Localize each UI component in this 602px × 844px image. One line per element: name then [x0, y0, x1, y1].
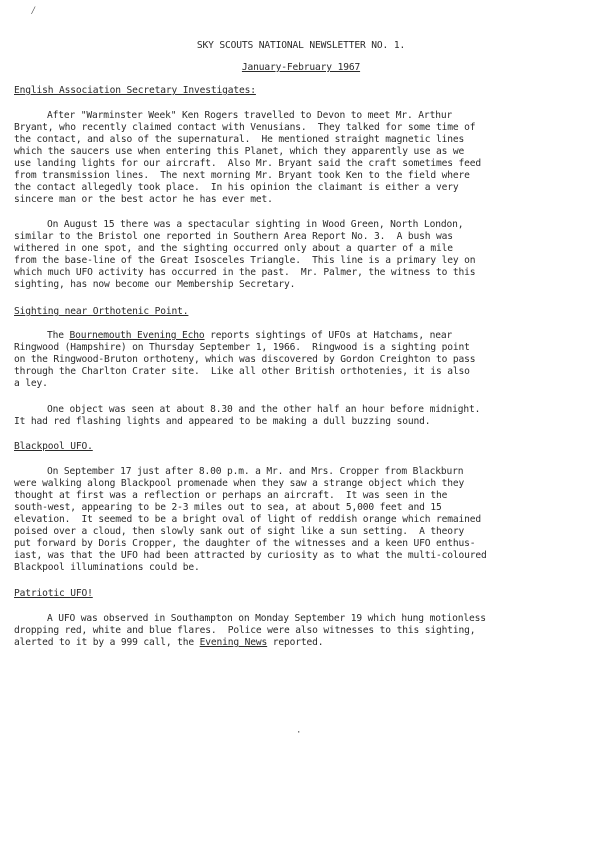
- blackpool-p1-line: iast, was that the UFO had been attracted by curiosity as to what the multi-coloured: [14, 550, 487, 561]
- english-p1-line: the contact allegedly took place. In his opinion the claimant is either a very: [14, 182, 459, 193]
- patriotic-p1-line: [14, 637, 323, 649]
- patriotic-p1-line: A UFO was observed in Southampton on Monday September 19 which hung motionless: [47, 613, 486, 624]
- english-p1-line: from transmission lines. The next morning Mr. Bryant took Ken to the field where: [14, 170, 470, 181]
- patriotic-p1-line: dropping red, white and blue flares. Police were also witnesses to this sighting,: [14, 625, 476, 636]
- blackpool-p1-line: poised over a cloud, then slowly sank out of sight like a sun setting. A theory: [14, 526, 465, 537]
- section-heading-english-association: English Association Secretary Investigates:: [14, 85, 256, 96]
- english-p1-line: After "Warminster Week" Ken Rogers travelled to Devon to meet Mr. Arthur: [47, 110, 453, 121]
- blackpool-p1-line: elevation. It seemed to be a bright oval of light of reddish orange which remained: [14, 514, 481, 525]
- english-p2-line: which much UFO activity has occurred in the past. Mr. Palmer, the witness to this: [14, 267, 476, 278]
- patriotic-last-suffix: reported.: [267, 637, 324, 648]
- english-p2-line: withered in one spot, and the sighting occurred only about a quarter of a mile: [14, 243, 453, 254]
- blackpool-p1-line: were walking along Blackpool promenade when they saw a strange object which they: [14, 478, 465, 489]
- english-p1-line: which the saucers use when entering this Planet, which they apparently use as we: [14, 146, 465, 157]
- section-heading-patriotic-ufo: Patriotic UFO!: [14, 588, 93, 599]
- orthotenic-p1-line: [47, 330, 452, 342]
- english-p2-line: sighting, has now become our Membership Secretary.: [14, 279, 296, 290]
- english-p1-line: the contact, and also of the supernatural. He mentioned straight magnetic lines: [14, 134, 465, 145]
- blackpool-p1-line: thought at first was a reflection or perhaps an aircraft. It was seen in the: [14, 490, 448, 501]
- orthotenic-p2-line: It had red flashing lights and appeared to be making a dull buzzing sound.: [14, 416, 431, 427]
- english-p1-line: use landing lights for our aircraft. Also Mr. Bryant said the craft sometimes feed: [14, 158, 481, 169]
- english-p2-line: similar to the Bristol one reported in Southern Area Report No. 3. A bush was: [14, 231, 453, 242]
- orthotenic-p1-line: through the Charlton Crater site. Like all other British orthotenies, it is also: [14, 366, 470, 377]
- english-p2-line: from the base-line of the Great Isosceles Triangle. This line is a primary ley on: [14, 255, 476, 266]
- blackpool-p1-line: put forward by Doris Cropper, the daughter of the witnesses and a keen UFO enthus-: [14, 538, 476, 549]
- section-heading-orthotenic-point: Sighting near Orthotenic Point.: [14, 306, 189, 317]
- orthotenic-p1-line: Ringwood (Hampshire) on Thursday September 1, 1966. Ringwood is a sighting point: [14, 342, 470, 353]
- newspaper-name-evening-news: Evening News: [199, 637, 268, 648]
- orthotenic-p1-suffix: reports sightings of UFOs at Hatchams, near: [204, 330, 453, 341]
- orthotenic-p1-prefix: The: [47, 330, 70, 341]
- orthotenic-p1-line: a ley.: [14, 378, 48, 389]
- blackpool-p1-line: south-west, appearing to be 2-3 miles out to sea, at about 5,000 feet and 15: [14, 502, 442, 513]
- patriotic-last-prefix: alerted to it by a 999 call, the: [14, 637, 200, 648]
- newsletter-date: January-February 1967: [241, 62, 361, 73]
- stray-mark: ·: [296, 728, 302, 738]
- english-p1-line: Bryant, who recently claimed contact with Venusians. They talked for some time of: [14, 122, 476, 133]
- orthotenic-p1-line: on the Ringwood-Bruton orthoteny, which was discovered by Gordon Creighton to pass: [14, 354, 476, 365]
- blackpool-p1-line: On September 17 just after 8.00 p.m. a Mr. and Mrs. Cropper from Blackburn: [47, 466, 464, 477]
- newsletter-title: SKY SCOUTS NATIONAL NEWSLETTER NO. 1.: [196, 40, 406, 51]
- orthotenic-p2-line: One object was seen at about 8.30 and the other half an hour before midnight.: [47, 404, 481, 415]
- blackpool-p1-line: Blackpool illuminations could be.: [14, 562, 200, 573]
- newspaper-name-bournemouth-evening-echo: Bournemouth Evening Echo: [69, 330, 205, 341]
- english-p1-line: sincere man or the best actor he has ever met.: [14, 194, 273, 205]
- section-heading-blackpool-ufo: Blackpool UFO.: [14, 441, 93, 452]
- english-p2-line: On August 15 there was a spectacular sighting in Wood Green, North London,: [47, 219, 464, 230]
- corner-tick-mark: ⁄: [30, 4, 37, 17]
